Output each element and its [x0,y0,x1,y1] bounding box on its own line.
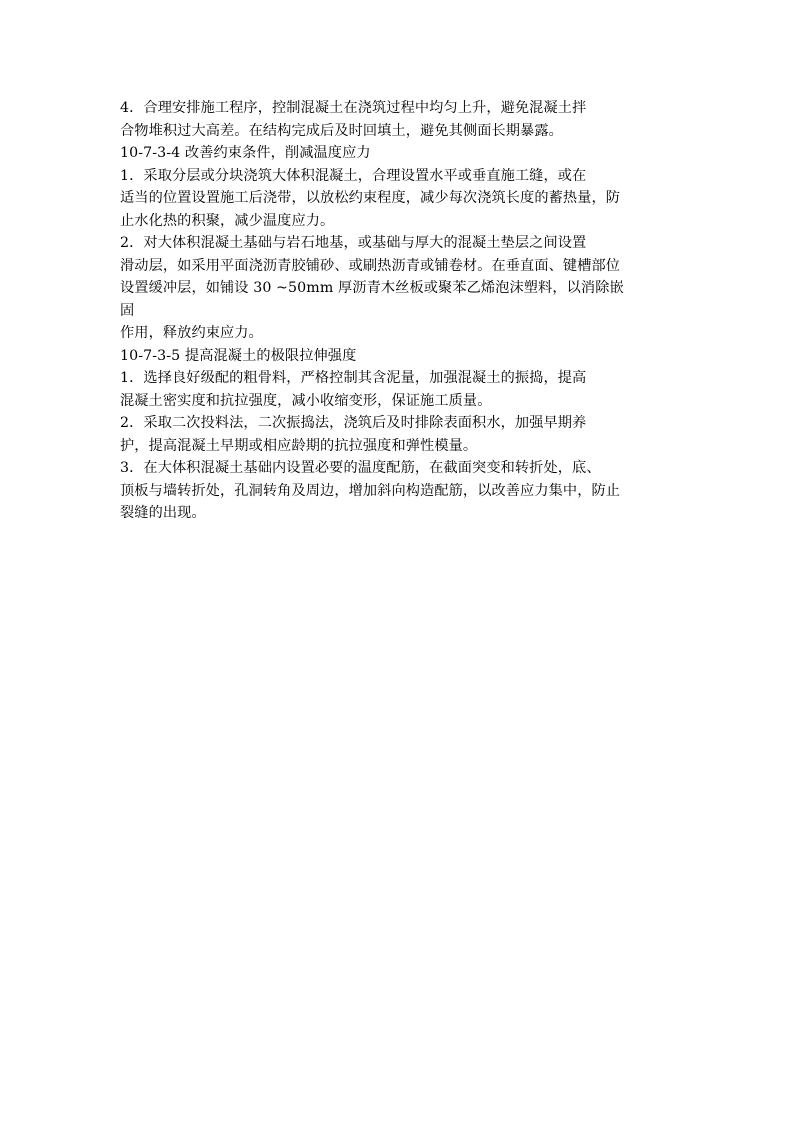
text-line: 止水化热的积聚，减少温度应力。 [120,212,335,229]
text-line: 2．对大体积混凝土基础与岩石地基，或基础与厚大的混凝土垫层之间设置 [120,235,587,251]
text-line: 4．合理安排施工程序，控制混凝土在浇筑过程中均匀上升，避免混凝土拌 [120,100,587,116]
text-line: 顶板与墙转折处，孔洞转角及周边，增加斜向构造配筋，以改善应力集中，防止 [120,482,621,499]
text-line: 护，提高混凝土早期或相应龄期的抗拉强度和弹性模量。 [120,437,478,454]
section-heading: 10-7-3-4 改善约束条件，削减温度应力 [120,145,371,161]
text-line: 混凝土密实度和抗拉强度，减小收缩变形，保证施工质量。 [120,392,492,409]
text-line: 固 [120,302,135,319]
text-line: 滑动层，如采用平面浇沥青胶铺砂、或刷热沥青或铺卷材。在垂直面、键槽部位 [120,257,621,274]
text-line: 裂缝的出现。 [120,505,206,521]
text-line: 1．采取分层或分块浇筑大体积混凝土，合理设置水平或垂直施工缝，或在 [120,167,587,184]
section-heading: 10-7-3-5 提高混凝土的极限拉伸强度 [120,347,357,364]
document-body [120,97,680,525]
text-line: 设置缓冲层，如铺设 30 ~50mm 厚沥青木丝板或聚苯乙烯泡沫塑料，以消除嵌 [120,280,624,296]
text-line: 作用，释放约束应力。 [120,325,263,341]
text-line: 1．选择良好级配的粗骨料，严格控制其含泥量，加强混凝土的振捣，提高 [120,370,587,386]
text-line: 合物堆积过大高差。在结构完成后及时回填土，避免其侧面长期暴露。 [120,122,563,139]
text-line: 适当的位置设置施工后浇带，以放松约束程度，减少每次浇筑长度的蓄热量，防 [120,190,621,206]
text-line: 3．在大体积混凝土基础内设置必要的温度配筋，在截面突变和转折处，底、 [120,460,601,476]
text-line: 2．采取二次投料法，二次振捣法，浇筑后及时排除表面积水，加强早期养 [120,415,587,431]
